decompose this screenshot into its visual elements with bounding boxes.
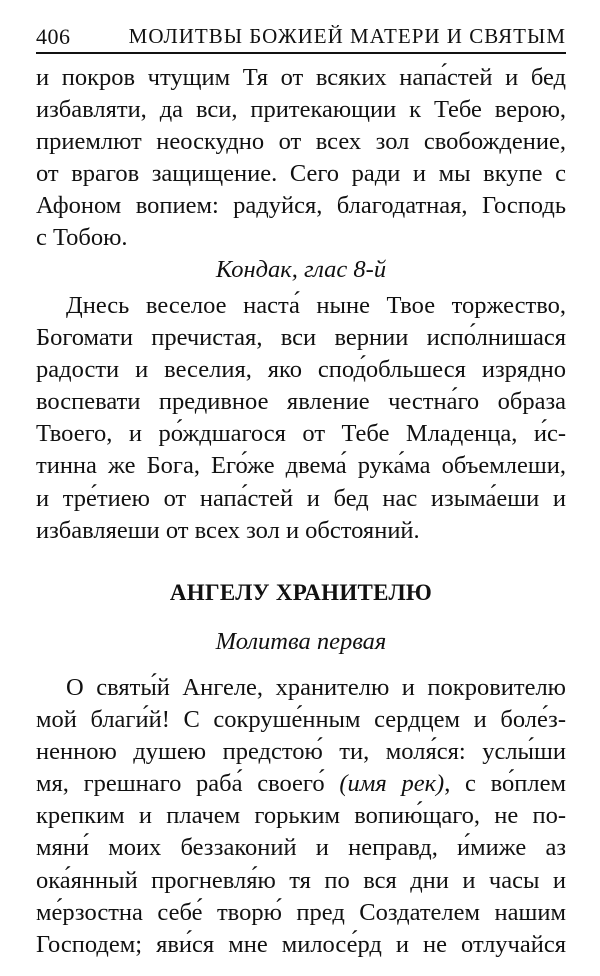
text-line: Твоего, и ро́ждшагося от Тебе Младенца, и́с-: [36, 420, 566, 448]
text-line: ока́янный прогневля́ю тя по вся дни и часы и: [36, 866, 566, 894]
text-line: Днесь веселое наста́ ныне Твое торжество,: [66, 292, 566, 319]
text-line: Афоном вопием: радуйся, благодатная, Господь: [36, 192, 566, 220]
text-line: избавляти, да вси, притекающии к Тебе верою,: [36, 96, 566, 124]
text-line: с Тобою.: [36, 224, 128, 252]
text-line-with-rubric: [36, 768, 566, 800]
text-line: Богомати пречистая, вси вернии испо́лнишася: [36, 324, 566, 352]
text-line: и тре́тиею от напа́стей и бед нас изыма́еши и: [36, 484, 566, 512]
kontakion-heading: Кондак, глас 8-й: [215, 256, 387, 283]
text-line: тинна же Бога, Его́же двема́ рука́ма объемлеши,: [36, 452, 566, 480]
guardian-angel-prayer-text: [36, 672, 566, 961]
text-line: мой благи́й! С сокруше́нным сердцем и боле́з-: [36, 706, 566, 734]
kontakion-text: [36, 290, 566, 547]
text-line: воспевати предивное явление честна́го образа: [36, 388, 566, 416]
text-line: приемлют неоскудно от всех зол свобождение,: [36, 128, 566, 156]
prayer-continuation-text: [36, 62, 566, 255]
text-line: радости и веселия, яко спод́обльшеся изрядно: [36, 356, 566, 384]
text-line: от врагов защищение. Сего ради и мы вкупе с: [36, 160, 566, 188]
running-title: МОЛИТВЫ БОЖИЕЙ МАТЕРИ И СВЯТЫМ: [128, 24, 566, 48]
text-line: ненною душею предстою́ ти, моля́ся: услы́ши: [36, 738, 566, 766]
section-title: АНГЕЛУ ХРАНИТЕЛЮ: [169, 580, 433, 605]
text-line: ме́рзостна себе́ творю́ пред Создателем нашим: [36, 898, 566, 926]
text-segment: мя, грешнаго раба́ своего́: [36, 770, 340, 798]
page-number: 406: [36, 24, 71, 49]
prayer-subheading: Молитва первая: [215, 628, 387, 655]
text-line: О святы́й Ангеле, хранителю и покровителю: [66, 674, 566, 701]
text-line: избавляеши от всех зол и обстояний.: [36, 516, 420, 544]
text-segment: , с во́плем: [444, 770, 566, 798]
text-line: Господем; яви́ся мне милосе́рд и не отлучайся: [36, 930, 566, 958]
text-line: мяни́ моих беззаконий и неправд, и́миже аз: [36, 834, 566, 862]
page-header: [36, 22, 566, 54]
text-line: крепким и плачем горьким вопию́щаго, не по-: [36, 802, 566, 830]
rubric-name-placeholder: (имя рек): [339, 770, 445, 798]
text-line: и покров чтущим Тя от всяких напа́стей и бед: [36, 64, 566, 91]
